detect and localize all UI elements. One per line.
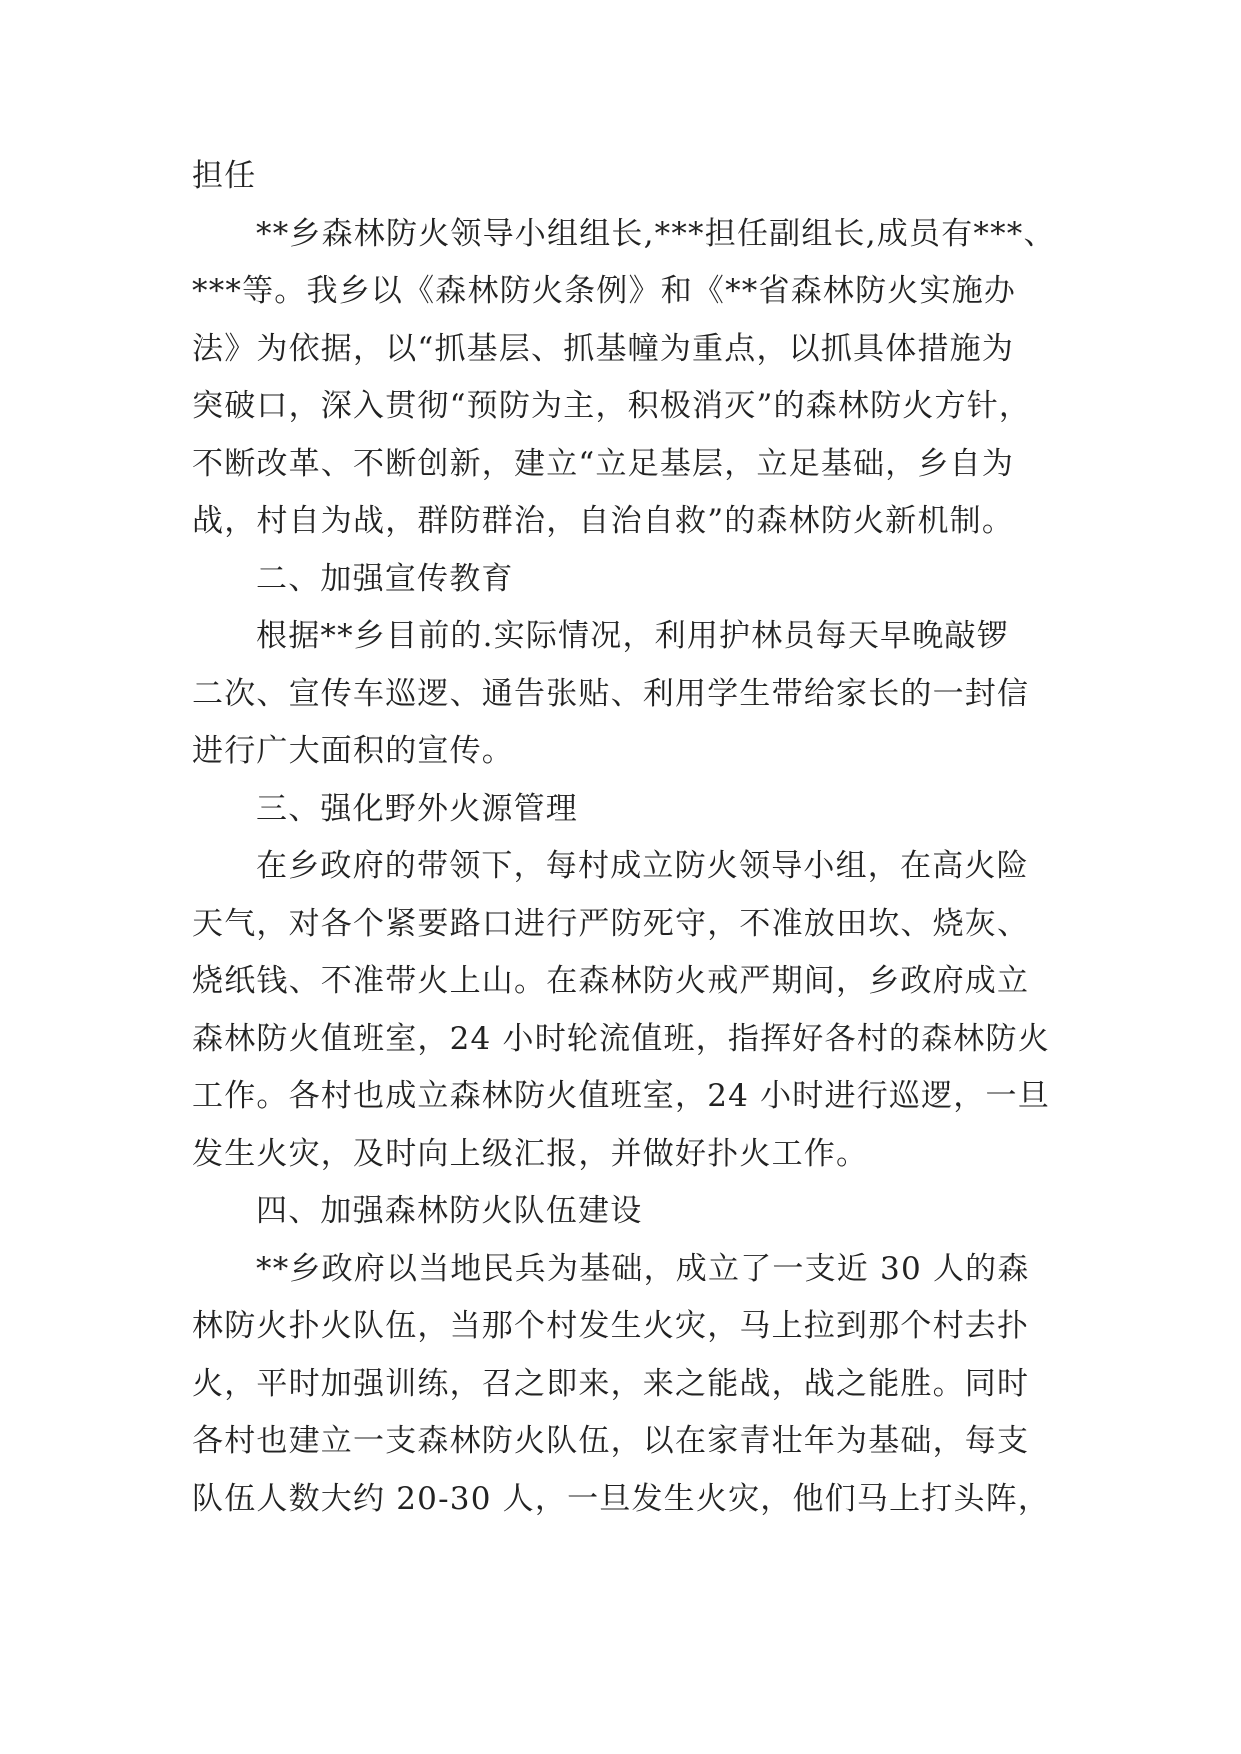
text-line: 发生火灾，及时向上级汇报，并做好扑火工作。 — [192, 1135, 869, 1172]
text-line: 战，村自为战，群防群治，自治自救”的森林防火新机制。 — [192, 503, 1015, 539]
text-line: 二次、宣传车巡逻、通告张贴、利用学生带给家长的一封信 — [192, 675, 1030, 712]
text-line: 各村也建立一支森林防火队伍，以在家青壮年为基础，每支 — [192, 1423, 1030, 1459]
text-line: 进行广大面积的宣传。 — [192, 733, 514, 769]
section-heading: 四、加强森林防火队伍建设 — [256, 1193, 643, 1229]
text-line: **乡森林防火领导小组组长,***担任副组长,成员有***、 — [256, 215, 1056, 252]
text-line: 工作。各村也成立森林防火值班室，24 小时进行巡逻，一旦 — [192, 1078, 1050, 1114]
text-line: 队伍人数大约 20-30 人，一旦发生火灾，他们马上打头阵， — [192, 1480, 1051, 1517]
section-heading: 三、强化野外火源管理 — [256, 790, 578, 827]
text-line: 森林防火值班室，24 小时轮流值班，指挥好各村的森林防火 — [192, 1020, 1050, 1057]
text-line: 法》为依据，以“抓基层、抓基幢为重点，以抓具体措施为 — [192, 330, 1015, 367]
text-line: 烧纸钱、不准带火上山。在森林防火戒严期间，乡政府成立 — [192, 963, 1030, 999]
text-line: **乡政府以当地民兵为基础，成立了一支近 30 人的森 — [256, 1250, 1030, 1287]
text-line: 根据**乡目前的.实际情况，利用护林员每天早晚敲锣 — [256, 618, 1009, 654]
document-body — [192, 148, 1092, 1528]
text-line: 林防火扑火队伍，当那个村发生火灾，马上拉到那个村去扑 — [192, 1308, 1030, 1344]
section-heading: 二、加强宣传教育 — [256, 560, 514, 597]
text-line: 突破口，深入贯彻“预防为主，积极消灭”的森林防火方针， — [192, 388, 1032, 424]
text-line: ***等。我乡以《森林防火条例》和《**省森林防火实施办 — [192, 273, 1017, 309]
text-line: 火，平时加强训练，召之即来，来之能战，战之能胜。同时 — [192, 1365, 1030, 1402]
text-line: 天气，对各个紧要路口进行严防死守，不准放田坎、烧灰、 — [192, 905, 1030, 942]
text-line: 不断改革、不断创新，建立“立足基层，立足基础，乡自为 — [192, 445, 1015, 482]
text-line: 在乡政府的带领下，每村成立防火领导小组，在高火险 — [256, 848, 1029, 884]
text-line: 担任 — [192, 158, 257, 194]
